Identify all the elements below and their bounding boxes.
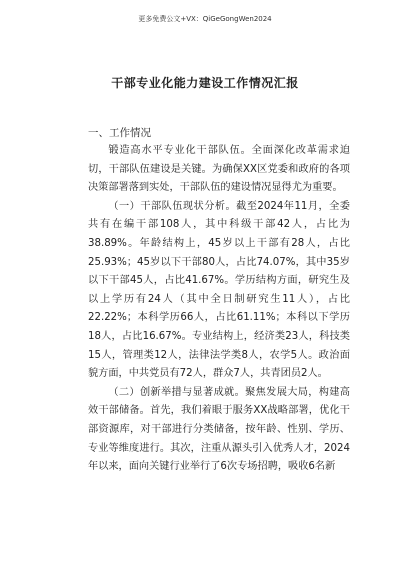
paragraph: （一）干部队伍现状分析。截至2024年11月，全委共有在编干部108人，其中科级干部42人，占比为38.89%。年龄结构上，45岁以上干部有28人，占比25.93%；45岁以下干部80人，占比74.07%，其中35岁以下干部45人，占比41.67%。学历结构方面，研究生及以上学历有24人（其中全日制研究生11人），占比22.22%；本科学历66人，占比61.11%；本科以下学历18人，占比16.67%。专业结构上，经济类23人，科技类15人，管理类12人，法律法学类8人，农学5人。政治面貌方面，中共党员有72人，群众7人，共青团员2人。 — [88, 200, 350, 380]
document-title: 干部专业化能力建设工作情况汇报 — [111, 76, 299, 90]
section-heading: 一、工作情况 — [88, 127, 151, 139]
paragraph: （二）创新举措与显著成就。聚焦发展大局，构建高效干部储备。首先，我们着眼于服务XX战略部署，优化干部资源库，对干部进行分类储备，按年龄、性别、学历、专业等维度进行。其次，注重从源头引入优秀人才，2024年以来，面向关键行业举行了6次专场招聘，吸收6名新 — [88, 386, 350, 473]
paragraph: 锻造高水平专业化干部队伍。全面深化改革需求迫切，干部队伍建设是关键。为确保XX区党委和政府的各项决策部署落到实处，干部队伍的建设情况显得尤为重要。 — [88, 145, 350, 194]
header-note: 更多免费公文+VX：QiGeGongWen2024 — [138, 15, 272, 23]
document-body — [88, 142, 350, 477]
